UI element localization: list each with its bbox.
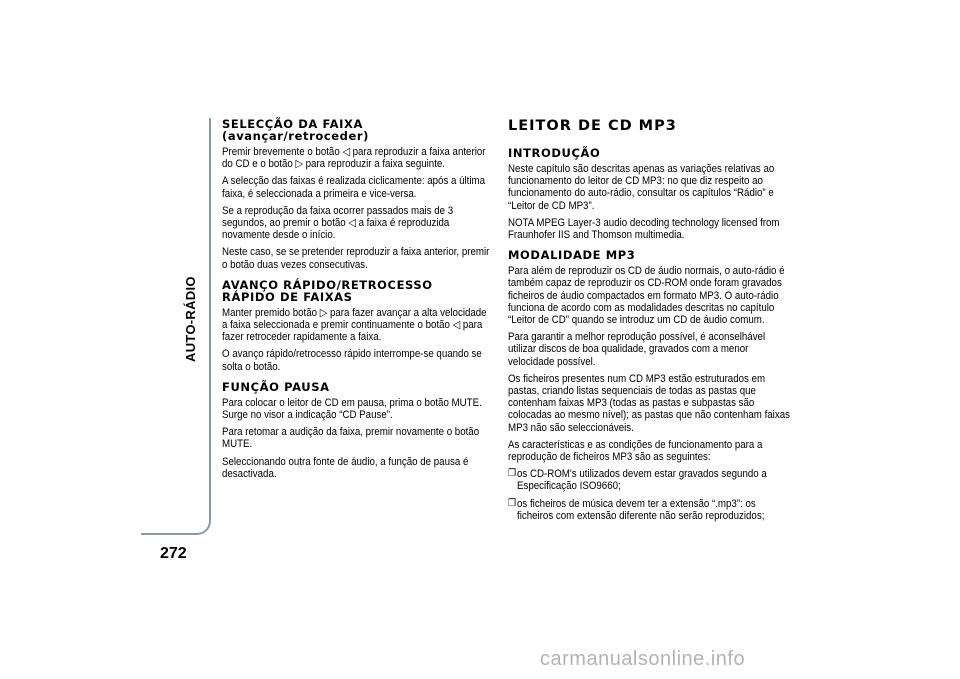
heading-modalidade: MODALIDADE MP3: [508, 248, 636, 263]
paragraph: Se a reprodução da faixa ocorrer passados mais de 3 segundos, ao premir o botão ◁ a faixa é reproduzida novamente desde o início.: [222, 204, 454, 242]
paragraph: Premir brevemente o botão ◁ para reproduzir a faixa anterior do CD e o botão ▷ para reproduzir a faixa seguinte.: [222, 146, 486, 171]
heading-introducao: INTRODUÇÃO: [508, 146, 601, 160]
right-column: [508, 118, 794, 527]
list-item: [508, 498, 794, 522]
paragraph: As características e as condições de funcionamento para a reprodução de ficheiros MP3 são as seguintes:: [508, 438, 763, 464]
paragraph: Para colocar o leitor de CD em pausa, prima o botão MUTE. Surge no visor a indicação “CD Pause”.: [222, 396, 482, 422]
side-bracket: [141, 118, 211, 535]
paragraph: O avanço rápido/retrocesso rápido interrompe-se quando se solta o botão.: [222, 348, 482, 373]
heading-leitor: LEITOR DE CD MP3: [508, 118, 677, 134]
heading-seleccao-sub: (avançar/retroceder): [222, 129, 370, 143]
paragraph: A selecção das faixas é realizada ciclicamente: após a última faixa, é seleccionada a primeira e vice-versa.: [222, 175, 486, 200]
heading-pausa: FUNÇÃO PAUSA: [222, 379, 330, 394]
list-item-text: os ficheiros de música devem ter a extensão “.mp3”: os ficheiros com extensão diferente não serão reproduzidos;: [517, 497, 765, 522]
list-item-text: os CD-ROM's utilizados devem estar gravados segundo a Especificação ISO9660;: [517, 468, 767, 493]
section-label: AUTO-RÁDIO: [183, 276, 198, 362]
list-item: [508, 468, 794, 492]
paragraph: Para retomar a audição da faixa, premir novamente o botão MUTE.: [222, 426, 480, 451]
paragraph: Manter premido botão ▷ para fazer avançar a alta velocidade a faixa seleccionada e premir continuamente o botão ◁ para fazer retroceder rapidamente a faixa.: [222, 306, 487, 344]
heading-avanco: AVANÇO RÁPIDO/RETROCESSO: [222, 277, 433, 292]
heading-avanco-sub: RÁPIDO DE FAIXAS: [222, 289, 353, 304]
paragraph: NOTA MPEG Layer-3 audio decoding technology licensed from Fraunhofer IIS and Thomson multimedia.: [508, 216, 780, 242]
heading-seleccao: SELECÇÃO DA FAIXA: [222, 117, 364, 131]
checkbox-bullet-icon: ❒: [508, 497, 517, 509]
left-column: [222, 118, 494, 485]
paragraph: Neste caso, se se pretender reproduzir a faixa anterior, premir o botão duas vezes consecutivas.: [222, 246, 490, 271]
watermark: carmanualsonline.info: [540, 648, 746, 670]
paragraph: Para além de reproduzir os CD de áudio normais, o auto-rádio é também capaz de reproduzir os CD-ROM onde foram gravados ficheiros de áudio compactados em formato MP3. O auto-rádio funciona de acordo com as modalidades descritas no capítulo “Leitor de CD” quando se introduz um CD de áudio comum.: [508, 265, 785, 327]
page-number: 272: [160, 545, 187, 562]
paragraph: Neste capítulo são descritas apenas as variações relativas ao funcionamento do leitor de CD MP3: no que diz respeito ao funcionamento do auto-rádio, consultar os capítulos “Rádio” e “Leitor de CD MP3”.: [508, 163, 775, 212]
checkbox-bullet-icon: ❒: [508, 468, 517, 480]
paragraph: Os ficheiros presentes num CD MP3 estão estruturados em pastas, criando listas sequenciais de todas as pastas que contenham faixas MP3 (todas as pastas e subpastas são colocadas ao mesmo nível); as pastas que não contenham faixas MP3 não são seleccionáveis.: [508, 372, 790, 434]
paragraph: Seleccionando outra fonte de áudio, a função de pausa é desactivada.: [222, 455, 469, 480]
paragraph: Para garantir a melhor reprodução possível, é aconselhável utilizar discos de boa qualidade, gravados com a menor velocidade possível.: [508, 331, 766, 368]
